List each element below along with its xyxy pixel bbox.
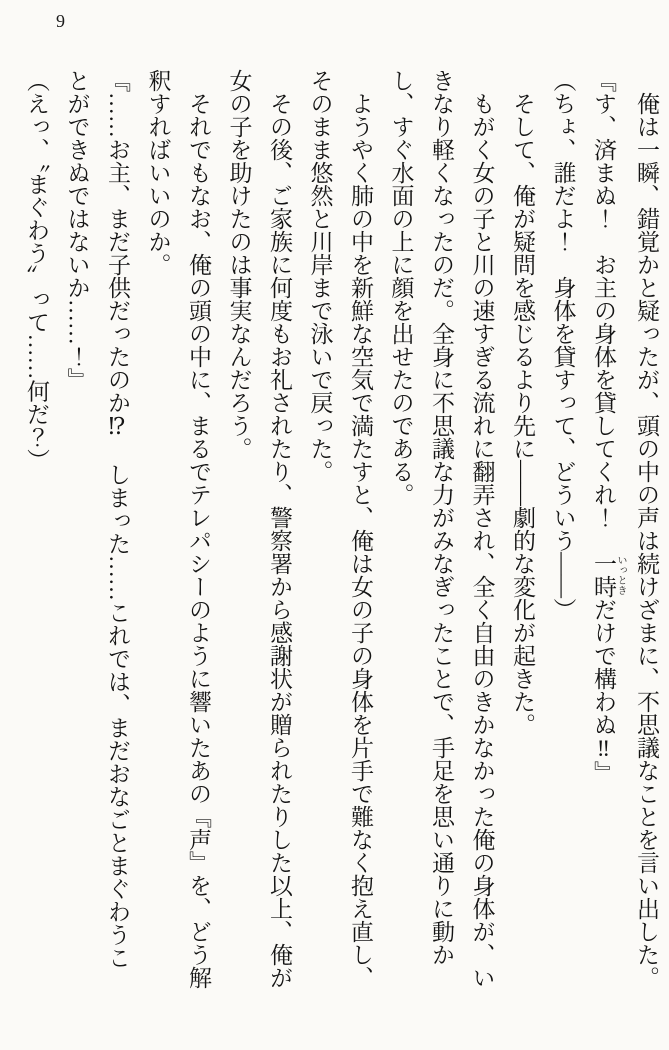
- paragraph-p10: （えっ、〝まぐわう〟って……何だ？）: [24, 69, 49, 472]
- text-block: [16, 69, 667, 990]
- paragraph-p5: もがく女の子と川の速すぎる流れに翻弄され、全く自由のきかなかった俺の身体が、いきなり軽くなったのだ。全身に不思議な力がみなぎったことで、手足を思い通りに動かし、すぐ水面の上に顔を出せたのである。: [388, 69, 495, 989]
- paragraph-p4: そして、俺が疑問を感じるより先に――劇的な変化が起きた。: [510, 92, 535, 736]
- paragraph-p6: ようやく肺の中を新鮮な空気で満たすと、俺は女の子の身体を片手で難なく抱え直し、そのまま悠然と川岸まで泳いで戻った。: [307, 69, 373, 989]
- paragraph-p1: 俺は一瞬、錯覚かと疑ったが、頭の中の声は続けざまに、不思議なことを言い出した。: [634, 92, 659, 989]
- paragraph-p2: 『す、済まぬ！ お主の身体を貸してくれ！ 一時 いっときだけで構わぬ‼』: [591, 69, 626, 784]
- paragraph-p9: 『……お主、まだ子供だったのか⁉ しまった……これでは、まだおなごとまぐわうことができぬではないか……！』: [64, 69, 130, 969]
- ruby-annotation: 一時 いっとき: [591, 552, 626, 598]
- page-number: 9: [56, 11, 65, 31]
- paragraph-p3: （ちょ、誰だよ！ 身体を貸すって、どういう――）: [550, 69, 576, 621]
- paragraph-p8: それでもなお、俺の頭の中に、まるでテレパシーのように響いたあの『声』を、どう解釈すればいいのか。: [145, 69, 211, 989]
- paragraph-p7: その後、ご家族に何度もお礼されたり、警察署から感謝状が贈られたりした以上、俺が女の子を助けたのは事実なんだろう。: [226, 69, 292, 989]
